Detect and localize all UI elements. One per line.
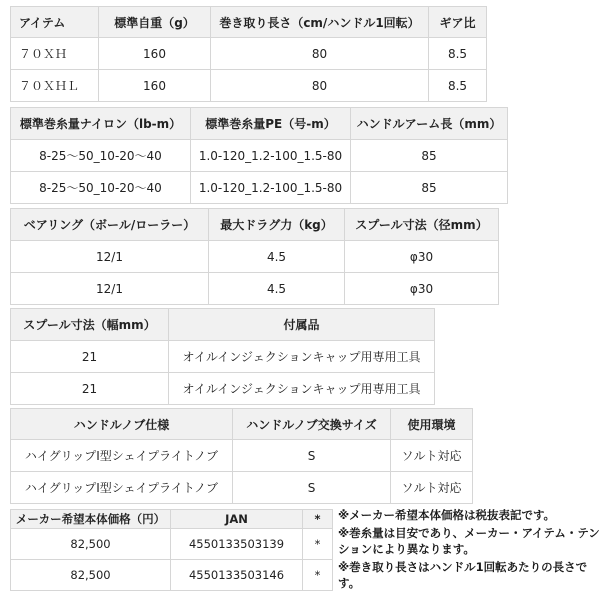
table-header-row: [11, 409, 473, 440]
cell-retrieve-length: 80: [211, 38, 429, 70]
cell-pe-capacity: 1.0-120_1.2-100_1.5-80: [191, 172, 351, 204]
header-retrieve-length: 巻き取り長さ（cm/ハンドル1回転）: [211, 7, 429, 38]
cell-gear-ratio: 8.5: [429, 38, 487, 70]
table-header-row: [11, 108, 508, 140]
cell-retrieve-length: 80: [211, 70, 429, 102]
table-row: [11, 560, 333, 591]
header-item: アイテム: [11, 7, 99, 38]
header-knob-spec: ハンドルノブ仕様: [11, 409, 233, 440]
cell-nylon-capacity: 8-25〜50_10-20〜40: [11, 140, 191, 172]
cell-accessory: オイルインジェクションキャップ用専用工具: [169, 373, 435, 405]
table-row: [11, 472, 473, 504]
cell-max-drag: 4.5: [209, 273, 345, 305]
footnotes: [338, 507, 600, 591]
header-jan: JAN: [171, 510, 303, 529]
header-asterisk: *: [303, 510, 333, 529]
cell-knob-exchange-size: S: [233, 472, 391, 504]
spec-table-spool-accessory: [10, 308, 435, 405]
note-line-capacity: ※巻糸量は目安であり、メーカー・アイテム・テンションにより異なります。: [338, 526, 600, 556]
cell-max-drag: 4.5: [209, 241, 345, 273]
table-header-row: [11, 510, 333, 529]
spec-table-basic: [10, 6, 487, 102]
header-accessory: 付属品: [169, 309, 435, 341]
table-row: [11, 273, 499, 305]
cell-price: 82,500: [11, 560, 171, 591]
cell-gear-ratio: 8.5: [429, 70, 487, 102]
table-row: [11, 172, 508, 204]
header-environment: 使用環境: [391, 409, 473, 440]
cell-weight: 160: [99, 70, 211, 102]
cell-jan: 4550133503146: [171, 560, 303, 591]
spec-table-handle-knob: [10, 408, 473, 504]
cell-nylon-capacity: 8-25〜50_10-20〜40: [11, 172, 191, 204]
note-price-tax: ※メーカー希望本体価格は税抜表記です。: [338, 508, 556, 522]
header-spool-diameter: スプール寸法（径mm）: [345, 209, 499, 241]
cell-knob-spec: ハイグリップI型シェイプライトノブ: [11, 440, 233, 472]
table-header-row: [11, 209, 499, 241]
spec-table-line-capacity: [10, 107, 508, 204]
cell-jan: 4550133503139: [171, 529, 303, 560]
cell-environment: ソルト対応: [391, 472, 473, 504]
cell-handle-arm-length: 85: [351, 172, 508, 204]
cell-spool-diameter: φ30: [345, 273, 499, 305]
cell-price: 82,500: [11, 529, 171, 560]
header-pe-capacity: 標準巻糸量PE（号-m）: [191, 108, 351, 140]
cell-item: ７０ＸＨＬ: [11, 70, 99, 102]
header-handle-arm-length: ハンドルアーム長（mm）: [351, 108, 508, 140]
header-spool-width: スプール寸法（幅mm）: [11, 309, 169, 341]
table-row: [11, 241, 499, 273]
table-row: [11, 70, 487, 102]
table-row: [11, 140, 508, 172]
cell-spool-width: 21: [11, 341, 169, 373]
cell-knob-spec: ハイグリップI型シェイプライトノブ: [11, 472, 233, 504]
table-header-row: [11, 309, 435, 341]
cell-pe-capacity: 1.0-120_1.2-100_1.5-80: [191, 140, 351, 172]
header-knob-exchange-size: ハンドルノブ交換サイズ: [233, 409, 391, 440]
cell-spool-width: 21: [11, 373, 169, 405]
cell-asterisk: *: [303, 529, 333, 560]
header-nylon-capacity: 標準巻糸量ナイロン（lb-m）: [11, 108, 191, 140]
header-weight: 標準自重（g）: [99, 7, 211, 38]
table-header-row: [11, 7, 487, 38]
cell-accessory: オイルインジェクションキャップ用専用工具: [169, 341, 435, 373]
cell-knob-exchange-size: S: [233, 440, 391, 472]
cell-asterisk: *: [303, 560, 333, 591]
cell-environment: ソルト対応: [391, 440, 473, 472]
table-row: [11, 38, 487, 70]
table-row: [11, 341, 435, 373]
table-row: [11, 373, 435, 405]
header-bearing: ベアリング（ボール/ローラー）: [11, 209, 209, 241]
table-row: [11, 440, 473, 472]
cell-handle-arm-length: 85: [351, 140, 508, 172]
note-retrieve-length: ※巻き取り長さはハンドル1回転あたりの長さです。: [338, 560, 588, 590]
cell-bearing: 12/1: [11, 273, 209, 305]
table-row: [11, 529, 333, 560]
spec-table-price-jan: [10, 509, 333, 591]
cell-spool-diameter: φ30: [345, 241, 499, 273]
header-price: メーカー希望本体価格（円）: [11, 510, 171, 529]
cell-item: ７０ＸＨ: [11, 38, 99, 70]
cell-bearing: 12/1: [11, 241, 209, 273]
spec-table-bearing-drag: [10, 208, 499, 305]
header-gear-ratio: ギア比: [429, 7, 487, 38]
cell-weight: 160: [99, 38, 211, 70]
header-max-drag: 最大ドラグ力（kg）: [209, 209, 345, 241]
